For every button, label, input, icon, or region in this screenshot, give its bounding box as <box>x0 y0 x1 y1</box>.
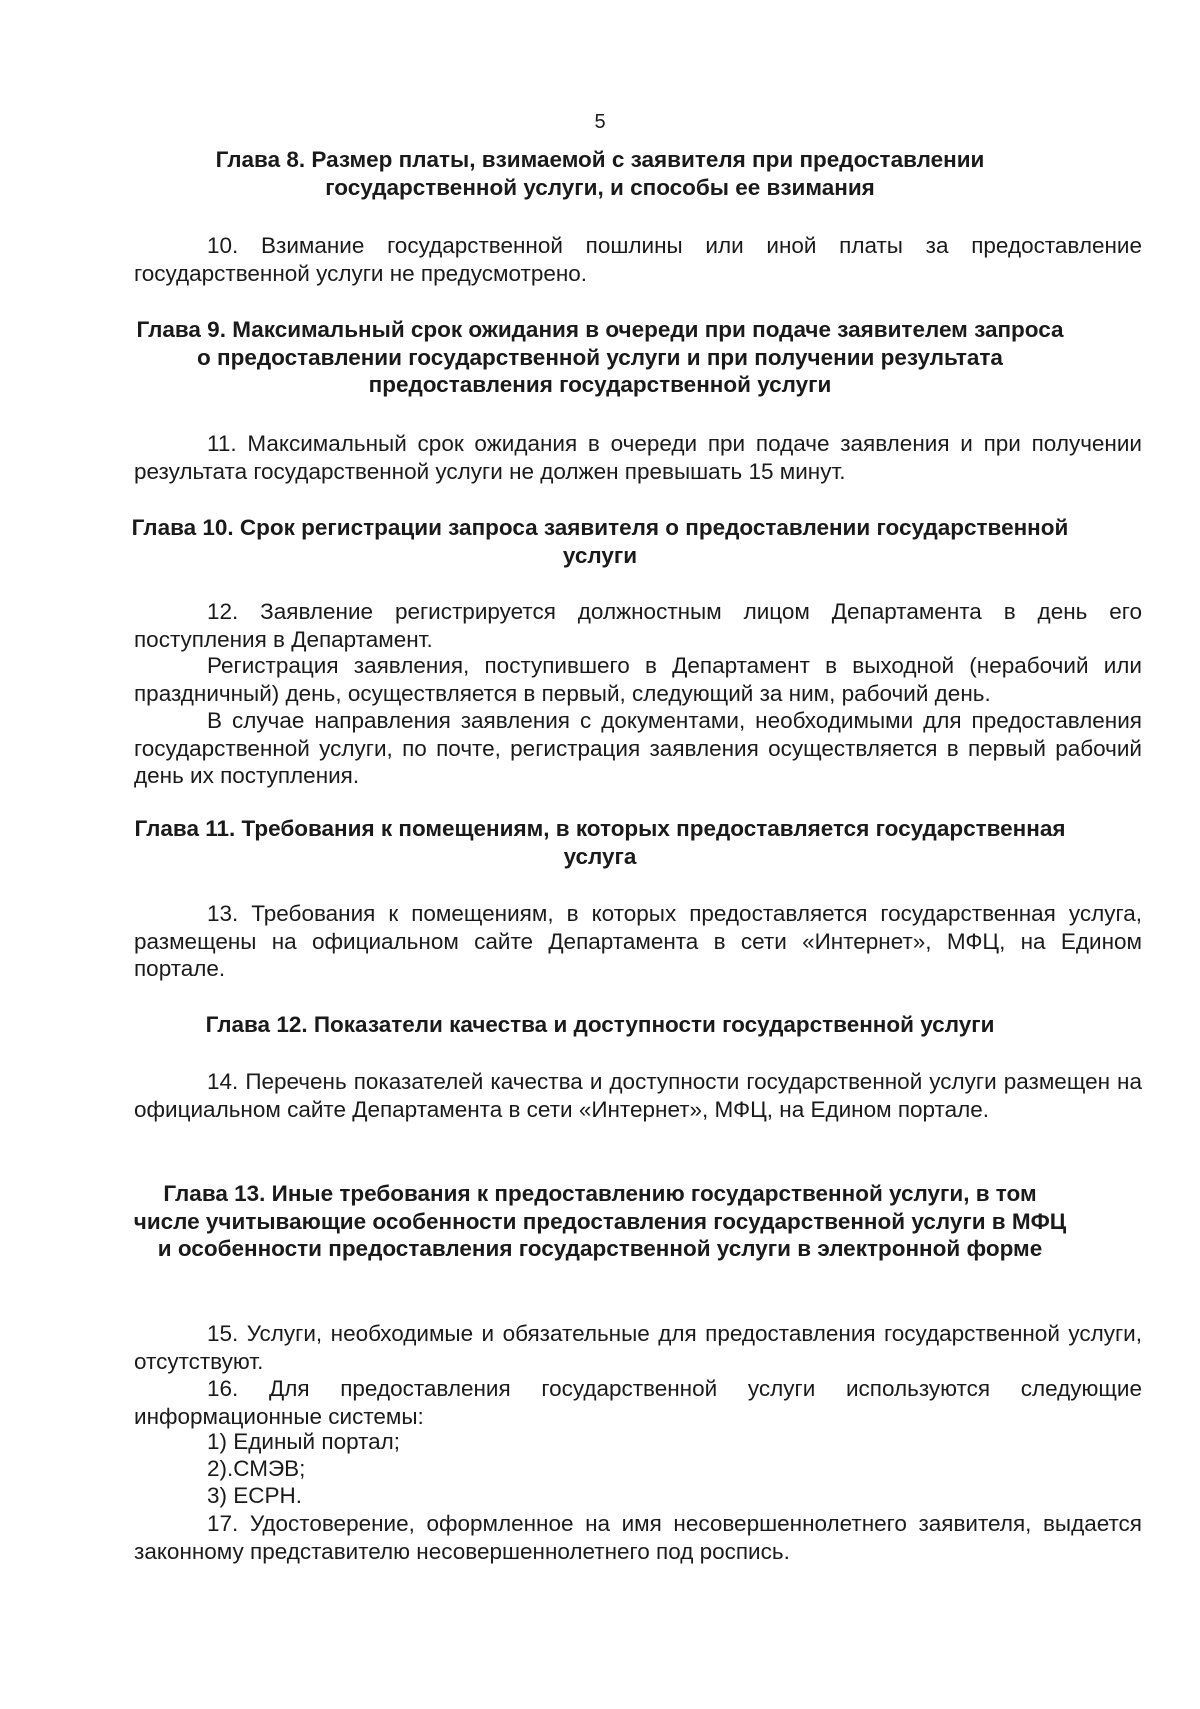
chapter-13-title: Глава 13. Иные требования к предоставлению государственной услуги, в том числе учитывающие особенности предоставления государственной услуги в МФЦ и особенности предоставления государственной услуги в электронной форме <box>133 1181 1067 1261</box>
paragraph-14: 14. Перечень показателей качества и доступности государственной услуги размещен на официальном сайте Департамента в сети «Интернет», МФЦ, на Едином портале. <box>134 1069 1142 1122</box>
chapter-8-title: Глава 8. Размер платы, взимаемой с заявителя при предоставлении государственной услуги, и способы ее взимания <box>215 147 985 200</box>
list-item-esrn: 3) ЕСРН. <box>207 1483 303 1508</box>
list-item-unified-portal: 1) Единый портал; <box>207 1429 401 1454</box>
chapter-10-title: Глава 10. Срок регистрации запроса заявителя о предоставлении государственной услуги <box>131 515 1069 568</box>
paragraph-12-mail-registration: В случае направления заявления с документами, необходимыми для предоставления государственной услуги, по почте, регистрация заявления осуществляется в первый рабочий день их поступления. <box>134 708 1142 788</box>
paragraph-11: 11. Максимальный срок ожидания в очереди при подаче заявления и при получении результата государственной услуги не должен превышать 15 минут. <box>134 431 1142 484</box>
paragraph-13: 13. Требования к помещениям, в которых предоставляется государственная услуга, размещены на официальном сайте Департамента в сети «Интернет», МФЦ, на Едином портале. <box>134 901 1142 981</box>
paragraph-10: 10. Взимание государственной пошлины или иной платы за предоставление государственной услуги не предусмотрено. <box>134 233 1142 286</box>
list-item-smev: 2).СМЭВ; <box>207 1456 306 1481</box>
paragraph-15: 15. Услуги, необходимые и обязательные для предоставления государственной услуги, отсутствуют. <box>134 1321 1142 1374</box>
paragraph-17: 17. Удостоверение, оформленное на имя несовершеннолетнего заявителя, выдается законному представителю несовершеннолетнего под роспись. <box>134 1511 1142 1564</box>
chapter-11-title: Глава 11. Требования к помещениям, в которых предоставляется государственная услуга <box>134 816 1066 869</box>
paragraph-16: 16. Для предоставления государственной услуги используются следующие информационные системы: <box>134 1376 1142 1429</box>
paragraph-12-registration-holiday: Регистрация заявления, поступившего в Департамент в выходной (нерабочий или праздничный) день, осуществляется в первый, следующий за ним, рабочий день. <box>134 653 1142 706</box>
paragraph-12: 12. Заявление регистрируется должностным лицом Департамента в день его поступления в Департамент. <box>134 599 1142 652</box>
chapter-12-title: Глава 12. Показатели качества и доступности государственной услуги <box>205 1012 995 1037</box>
page-number: 5 <box>594 111 606 133</box>
chapter-9-title: Глава 9. Максимальный срок ожидания в очереди при подаче заявителем запроса о предоставлении государственной услуги и при получении результата предоставления государственной услуги <box>136 317 1064 397</box>
